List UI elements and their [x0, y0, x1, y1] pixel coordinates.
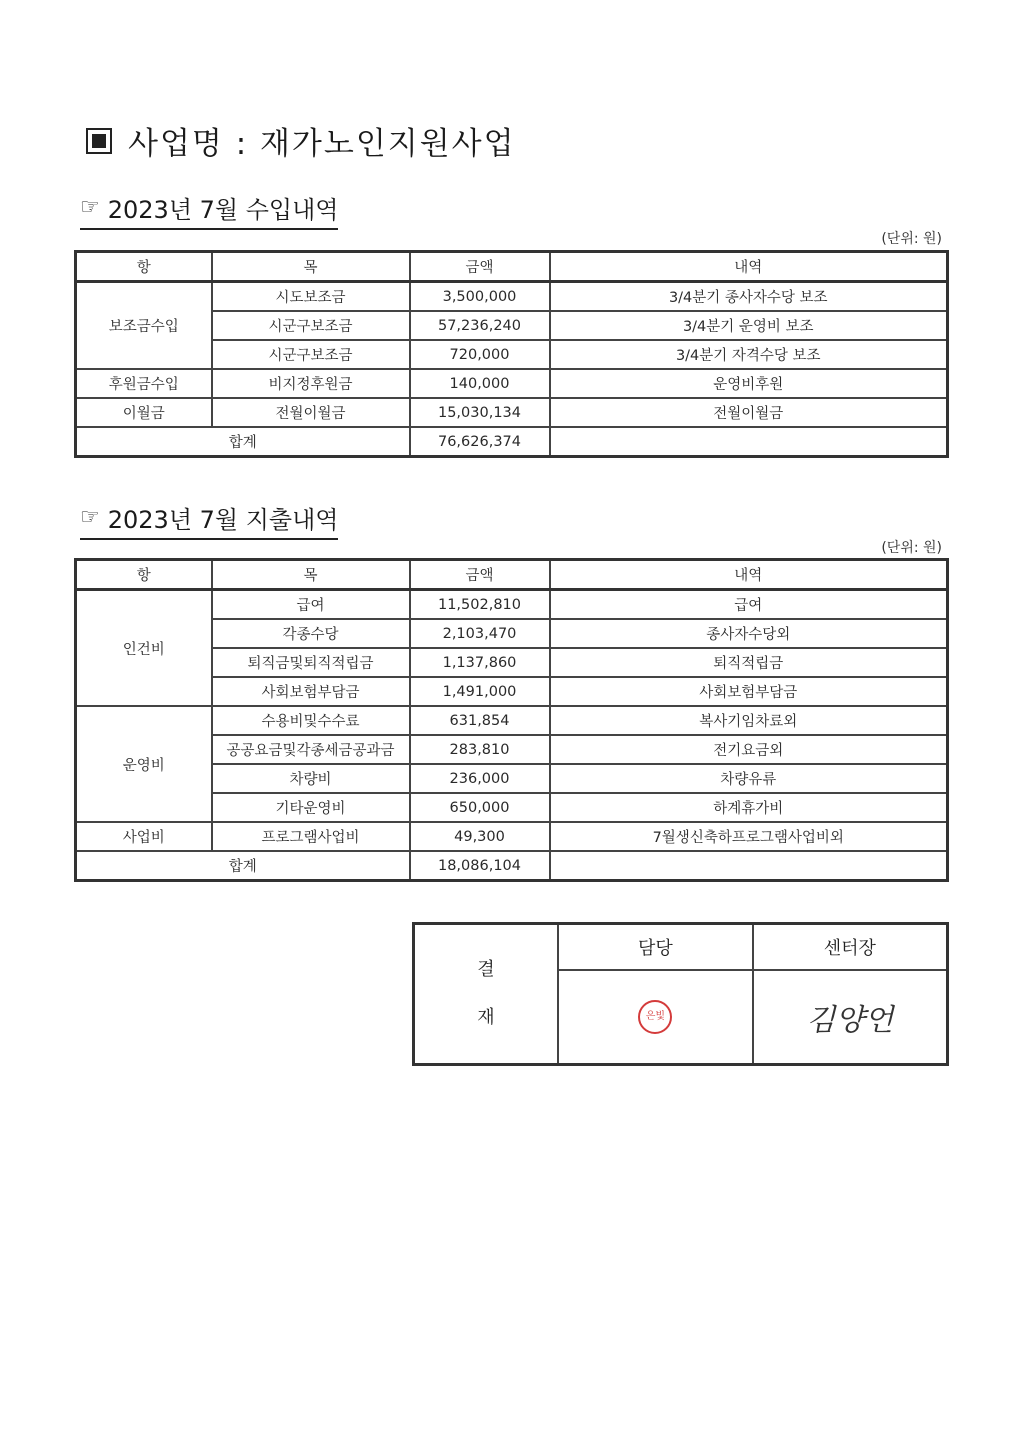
cell-hang: 인건비 — [76, 590, 212, 707]
pointing-hand-icon: ☞ — [80, 505, 100, 530]
cell-hang: 이월금 — [76, 398, 212, 427]
cell-detail: 3/4분기 운영비 보조 — [550, 311, 948, 340]
cell-amount: 283,810 — [410, 735, 550, 764]
table-row — [76, 369, 948, 398]
income-header-row — [76, 252, 948, 282]
total-detail — [550, 427, 948, 457]
header-hang: 항 — [76, 560, 212, 590]
cell-detail: 사회보험부담금 — [550, 677, 948, 706]
total-row — [76, 427, 948, 457]
cell-amount: 720,000 — [410, 340, 550, 369]
cell-mok: 수용비및수수료 — [212, 706, 410, 735]
cell-amount: 650,000 — [410, 793, 550, 822]
header-detail: 내역 — [550, 252, 948, 282]
approval-label-2: 재 — [477, 1007, 495, 1028]
cell-amount: 140,000 — [410, 369, 550, 398]
cell-detail: 전기요금외 — [550, 735, 948, 764]
header-mok: 목 — [212, 560, 410, 590]
cell-detail: 7월생신축하프로그램사업비외 — [550, 822, 948, 851]
total-amount: 18,086,104 — [410, 851, 550, 881]
cell-mok: 퇴직금및퇴직적립금 — [212, 648, 410, 677]
staff-sign-cell — [558, 970, 753, 1065]
table-row — [76, 590, 948, 620]
total-detail — [550, 851, 948, 881]
cell-mok: 시군구보조금 — [212, 340, 410, 369]
income-unit: (단위: 원) — [881, 231, 942, 247]
seal-stamp: 은빛 — [638, 1000, 672, 1034]
cell-amount: 236,000 — [410, 764, 550, 793]
expense-unit: (단위: 원) — [881, 540, 942, 556]
cell-mok: 기타운영비 — [212, 793, 410, 822]
cell-hang: 사업비 — [76, 822, 212, 851]
approval-box — [412, 922, 949, 1066]
income-heading — [80, 190, 338, 230]
header-amount: 금액 — [410, 560, 550, 590]
cell-mok: 전월이월금 — [212, 398, 410, 427]
header-amount: 금액 — [410, 252, 550, 282]
total-label: 합계 — [76, 427, 410, 457]
cell-mok: 급여 — [212, 590, 410, 620]
cell-detail: 전월이월금 — [550, 398, 948, 427]
table-row — [76, 822, 948, 851]
cell-detail: 복사기임차료외 — [550, 706, 948, 735]
total-amount: 76,626,374 — [410, 427, 550, 457]
cell-detail: 급여 — [550, 590, 948, 620]
pointing-hand-icon: ☞ — [80, 195, 100, 220]
income-table — [74, 250, 949, 458]
cell-detail: 3/4분기 자격수당 보조 — [550, 340, 948, 369]
header-detail: 내역 — [550, 560, 948, 590]
cell-detail: 하계휴가비 — [550, 793, 948, 822]
cell-amount: 49,300 — [410, 822, 550, 851]
square-bullet-icon — [86, 128, 112, 154]
header-hang: 항 — [76, 252, 212, 282]
table-row — [76, 282, 948, 312]
page-title-text: 사업명 : 재가노인지원사업 — [128, 126, 516, 162]
cell-amount: 15,030,134 — [410, 398, 550, 427]
cell-mok: 시도보조금 — [212, 282, 410, 312]
cell-hang: 보조금수입 — [76, 282, 212, 370]
cell-detail: 퇴직적립금 — [550, 648, 948, 677]
cell-amount: 3,500,000 — [410, 282, 550, 312]
table-row — [76, 706, 948, 735]
cell-detail: 종사자수당외 — [550, 619, 948, 648]
approval-col-director: 센터장 — [753, 924, 948, 971]
cell-mok: 사회보험부담금 — [212, 677, 410, 706]
cell-mok: 프로그램사업비 — [212, 822, 410, 851]
approval-label — [414, 924, 559, 1065]
cell-mok: 시군구보조금 — [212, 311, 410, 340]
cell-amount: 1,137,860 — [410, 648, 550, 677]
cell-detail: 운영비후원 — [550, 369, 948, 398]
total-label: 합계 — [76, 851, 410, 881]
total-row — [76, 851, 948, 881]
page-title — [86, 118, 516, 163]
cell-amount: 57,236,240 — [410, 311, 550, 340]
cell-hang: 후원금수입 — [76, 369, 212, 398]
approval-label-1: 결 — [477, 959, 495, 980]
income-heading-text: 2023년 7월 수입내역 — [107, 196, 339, 224]
signature: 김양언 — [806, 1003, 894, 1038]
expense-table — [74, 558, 949, 882]
cell-detail: 차량유류 — [550, 764, 948, 793]
cell-detail: 3/4분기 종사자수당 보조 — [550, 282, 948, 312]
cell-mok: 비지정후원금 — [212, 369, 410, 398]
cell-amount: 11,502,810 — [410, 590, 550, 620]
expense-heading — [80, 500, 338, 540]
cell-amount: 1,491,000 — [410, 677, 550, 706]
header-mok: 목 — [212, 252, 410, 282]
approval-col-staff: 담당 — [558, 924, 753, 971]
table-row — [76, 398, 948, 427]
cell-amount: 631,854 — [410, 706, 550, 735]
cell-hang: 운영비 — [76, 706, 212, 822]
cell-mok: 공공요금및각종세금공과금 — [212, 735, 410, 764]
cell-mok: 각종수당 — [212, 619, 410, 648]
director-sign-cell — [753, 970, 948, 1065]
cell-mok: 차량비 — [212, 764, 410, 793]
expense-heading-text: 2023년 7월 지출내역 — [107, 506, 339, 534]
expense-header-row — [76, 560, 948, 590]
cell-amount: 2,103,470 — [410, 619, 550, 648]
